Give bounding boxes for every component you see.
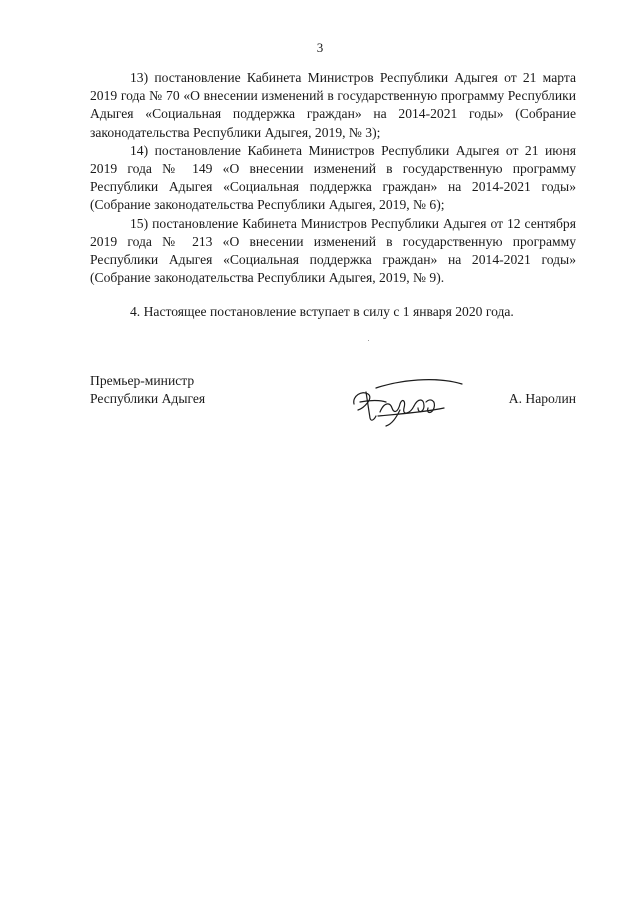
effective-date-clause: 4. Настоящее постановление вступает в силу с 1 января 2020 года. [130, 304, 514, 320]
signatory-name: А. Наролин [508, 391, 576, 406]
signatory-position [90, 372, 205, 408]
page-number: 3 [316, 40, 324, 55]
signatory-region: Республики Адыгея [90, 391, 206, 407]
list-item-13: 13) постановление Кабинета Министров Республики Адыгея от 21 марта 2019 года № 70 «О внесении изменений в государственную программу Республики Адыгея «Социальная поддержка граждан» на 2014-2021 годы» (Собрание законодательства Республики Адыгея, 2019, № 3); [90, 70, 576, 140]
list-item-15: 15) постановление Кабинета Министров Республики Адыгея от 12 сентября 2019 года № 213 «О внесении изменений в государственную программу Республики Адыгея «Социальная поддержка граждан» на 2014-2021 годы» (Собрание законодательства Республики Адыгея, 2019, № 9). [90, 215, 576, 286]
document-body [90, 69, 576, 322]
signatory-title: Премьер-министр [90, 373, 195, 388]
scan-speck [368, 340, 369, 341]
list-item-14: 14) постановление Кабинета Министров Республики Адыгея от 21 июня 2019 года № 149 «О внесении изменений в государственную программу Республики Адыгея «Социальная поддержка граждан» на 2014-2021 годы» (Собрание законодательства Республики Адыгея, 2019, № 6); [90, 142, 576, 213]
handwritten-signature [340, 372, 470, 432]
